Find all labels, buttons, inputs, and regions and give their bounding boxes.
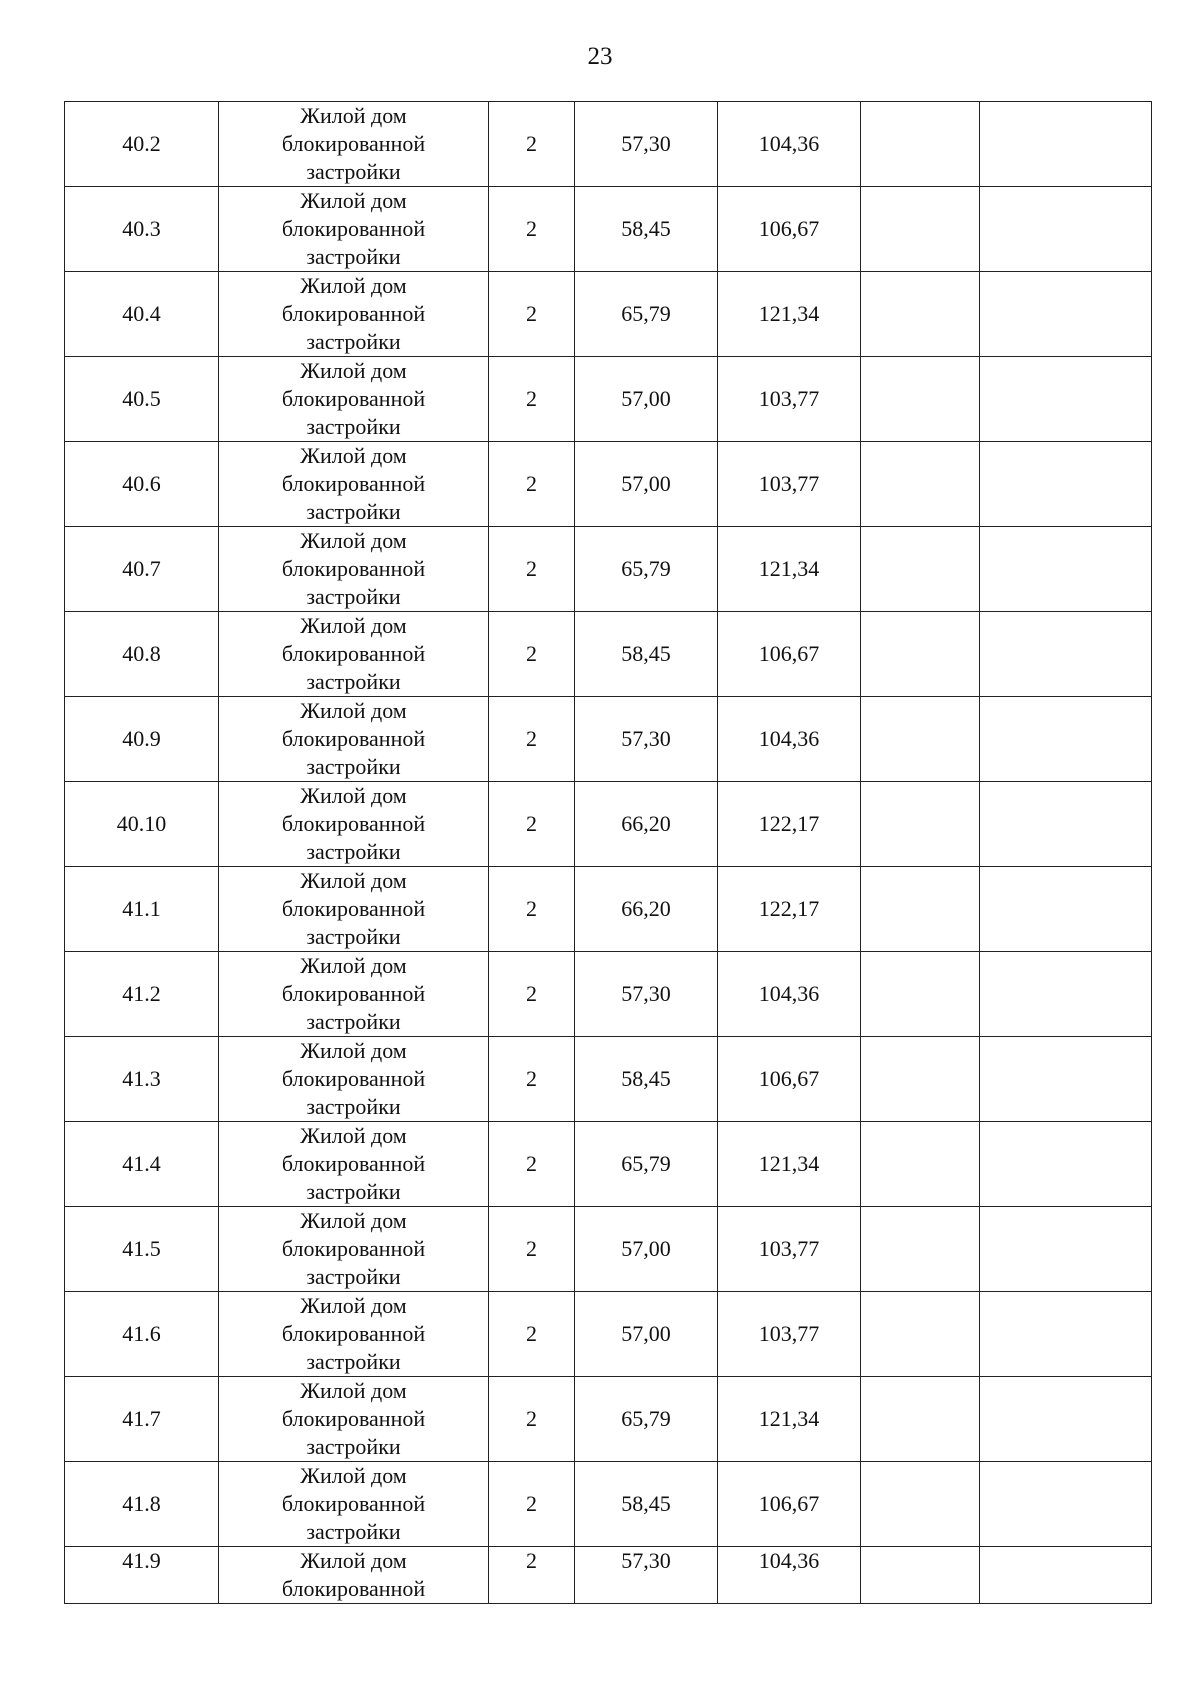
row-number-cell: 40.6 <box>65 442 219 527</box>
description-cell <box>219 272 489 357</box>
description-line: Жилой дом <box>300 868 407 893</box>
description-line: застройки <box>306 329 401 354</box>
total-area-cell: 106,67 <box>718 187 861 272</box>
empty-cell-7 <box>980 697 1152 782</box>
empty-cell-7 <box>980 187 1152 272</box>
description-cell <box>219 1122 489 1207</box>
living-area-cell: 58,45 <box>575 187 718 272</box>
empty-cell-6 <box>861 782 980 867</box>
description-line: застройки <box>306 1349 401 1374</box>
total-area-cell: 103,77 <box>718 442 861 527</box>
description-line: блокированной <box>281 811 426 836</box>
description-line: блокированной <box>281 471 426 496</box>
floors-cell: 2 <box>489 952 575 1037</box>
table-row <box>65 1122 1152 1207</box>
floors-cell: 2 <box>489 187 575 272</box>
empty-cell-7 <box>980 782 1152 867</box>
empty-cell-7 <box>980 1037 1152 1122</box>
description-line: застройки <box>306 669 401 694</box>
row-number-cell: 41.5 <box>65 1207 219 1292</box>
floors-cell: 2 <box>489 1377 575 1462</box>
row-number-cell: 41.1 <box>65 867 219 952</box>
total-area-cell: 104,36 <box>718 697 861 782</box>
description-cell <box>219 102 489 187</box>
empty-cell-7 <box>980 1207 1152 1292</box>
row-number-cell: 40.3 <box>65 187 219 272</box>
living-area-cell: 57,00 <box>575 1207 718 1292</box>
description-line: блокированной <box>281 1491 426 1516</box>
empty-cell-7 <box>980 527 1152 612</box>
description-line: застройки <box>306 1094 401 1119</box>
living-area-cell: 57,30 <box>575 1547 718 1604</box>
table-row <box>65 697 1152 782</box>
row-number-cell: 41.3 <box>65 1037 219 1122</box>
empty-cell-6 <box>861 1547 980 1604</box>
row-number-cell: 41.2 <box>65 952 219 1037</box>
total-area-cell: 106,67 <box>718 1037 861 1122</box>
floors-cell: 2 <box>489 1207 575 1292</box>
description-line: блокированной <box>281 386 426 411</box>
description-cell <box>219 1207 489 1292</box>
table-row <box>65 867 1152 952</box>
description-line: блокированной <box>281 216 426 241</box>
empty-cell-6 <box>861 102 980 187</box>
table-row <box>65 442 1152 527</box>
living-area-cell: 58,45 <box>575 1037 718 1122</box>
living-area-cell: 66,20 <box>575 782 718 867</box>
description-line: Жилой дом <box>300 1123 407 1148</box>
empty-cell-6 <box>861 1462 980 1547</box>
table-row <box>65 952 1152 1037</box>
description-line: застройки <box>306 1519 401 1544</box>
description-line: Жилой дом <box>300 1293 407 1318</box>
description-cell <box>219 782 489 867</box>
empty-cell-6 <box>861 1292 980 1377</box>
total-area-cell: 121,34 <box>718 527 861 612</box>
description-line: застройки <box>306 1264 401 1289</box>
living-area-cell: 66,20 <box>575 867 718 952</box>
row-number-cell: 41.9 <box>65 1547 219 1604</box>
empty-cell-6 <box>861 1122 980 1207</box>
row-number-cell: 41.6 <box>65 1292 219 1377</box>
empty-cell-6 <box>861 1207 980 1292</box>
floors-cell: 2 <box>489 1462 575 1547</box>
empty-cell-6 <box>861 867 980 952</box>
empty-cell-7 <box>980 1462 1152 1547</box>
description-cell <box>219 1037 489 1122</box>
floors-cell: 2 <box>489 272 575 357</box>
description-line: Жилой дом <box>300 1548 407 1573</box>
description-cell <box>219 867 489 952</box>
total-area-cell: 121,34 <box>718 1377 861 1462</box>
description-line: блокированной <box>281 1321 426 1346</box>
empty-cell-6 <box>861 952 980 1037</box>
table-row <box>65 272 1152 357</box>
row-number-cell: 41.8 <box>65 1462 219 1547</box>
description-cell <box>219 697 489 782</box>
table-row <box>65 612 1152 697</box>
empty-cell-7 <box>980 1292 1152 1377</box>
empty-cell-6 <box>861 527 980 612</box>
description-cell <box>219 357 489 442</box>
description-line: Жилой дом <box>300 273 407 298</box>
living-area-cell: 65,79 <box>575 527 718 612</box>
total-area-cell: 121,34 <box>718 1122 861 1207</box>
total-area-cell: 103,77 <box>718 1207 861 1292</box>
table-row <box>65 1037 1152 1122</box>
description-line: застройки <box>306 1434 401 1459</box>
empty-cell-7 <box>980 102 1152 187</box>
total-area-cell: 122,17 <box>718 782 861 867</box>
description-cell <box>219 442 489 527</box>
empty-cell-7 <box>980 272 1152 357</box>
description-line: застройки <box>306 924 401 949</box>
description-line: застройки <box>306 414 401 439</box>
description-line: блокированной <box>281 1406 426 1431</box>
empty-cell-6 <box>861 272 980 357</box>
row-number-cell: 40.5 <box>65 357 219 442</box>
description-cell <box>219 1462 489 1547</box>
table-body <box>65 102 1152 1604</box>
description-cell <box>219 1547 489 1604</box>
description-line: Жилой дом <box>300 698 407 723</box>
empty-cell-6 <box>861 697 980 782</box>
total-area-cell: 104,36 <box>718 102 861 187</box>
living-area-cell: 65,79 <box>575 1377 718 1462</box>
table-row <box>65 357 1152 442</box>
floors-cell: 2 <box>489 442 575 527</box>
description-line: блокированной <box>281 1066 426 1091</box>
total-area-cell: 103,77 <box>718 357 861 442</box>
table-row <box>65 1292 1152 1377</box>
floors-cell: 2 <box>489 1122 575 1207</box>
living-area-cell: 57,00 <box>575 1292 718 1377</box>
description-line: блокированной <box>281 1236 426 1261</box>
description-line: блокированной <box>281 301 426 326</box>
row-number-cell: 40.10 <box>65 782 219 867</box>
description-line: застройки <box>306 244 401 269</box>
empty-cell-6 <box>861 357 980 442</box>
living-area-cell: 65,79 <box>575 272 718 357</box>
total-area-cell: 106,67 <box>718 612 861 697</box>
description-line: блокированной <box>281 556 426 581</box>
total-area-cell: 121,34 <box>718 272 861 357</box>
living-area-cell: 58,45 <box>575 612 718 697</box>
empty-cell-6 <box>861 1037 980 1122</box>
description-line: Жилой дом <box>300 953 407 978</box>
description-line: Жилой дом <box>300 358 407 383</box>
living-area-cell: 65,79 <box>575 1122 718 1207</box>
description-line: Жилой дом <box>300 188 407 213</box>
floors-cell: 2 <box>489 1292 575 1377</box>
total-area-cell: 104,36 <box>718 1547 861 1604</box>
row-number-cell: 40.4 <box>65 272 219 357</box>
empty-cell-7 <box>980 1122 1152 1207</box>
table-row <box>65 102 1152 187</box>
empty-cell-6 <box>861 187 980 272</box>
description-line: Жилой дом <box>300 443 407 468</box>
page-number: 23 <box>587 43 613 70</box>
table-row <box>65 1377 1152 1462</box>
floors-cell: 2 <box>489 357 575 442</box>
description-line: Жилой дом <box>300 1038 407 1063</box>
description-line: застройки <box>306 159 401 184</box>
table-row <box>65 1547 1152 1604</box>
living-area-cell: 57,30 <box>575 102 718 187</box>
living-area-cell: 58,45 <box>575 1462 718 1547</box>
total-area-cell: 103,77 <box>718 1292 861 1377</box>
living-area-cell: 57,00 <box>575 357 718 442</box>
table-row <box>65 527 1152 612</box>
description-cell <box>219 527 489 612</box>
empty-cell-6 <box>861 612 980 697</box>
row-number-cell: 41.4 <box>65 1122 219 1207</box>
row-number-cell: 40.8 <box>65 612 219 697</box>
empty-cell-7 <box>980 952 1152 1037</box>
description-line: застройки <box>306 839 401 864</box>
description-line: застройки <box>306 1179 401 1204</box>
empty-cell-7 <box>980 1547 1152 1604</box>
description-line: Жилой дом <box>300 783 407 808</box>
living-area-cell: 57,00 <box>575 442 718 527</box>
empty-cell-7 <box>980 612 1152 697</box>
floors-cell: 2 <box>489 1037 575 1122</box>
empty-cell-7 <box>980 1377 1152 1462</box>
description-line: Жилой дом <box>300 1463 407 1488</box>
empty-cell-6 <box>861 442 980 527</box>
table-row <box>65 1462 1152 1547</box>
table-row <box>65 782 1152 867</box>
total-area-cell: 104,36 <box>718 952 861 1037</box>
description-line: Жилой дом <box>300 1378 407 1403</box>
floors-cell: 2 <box>489 782 575 867</box>
empty-cell-7 <box>980 357 1152 442</box>
row-number-cell: 40.2 <box>65 102 219 187</box>
description-line: Жилой дом <box>300 613 407 638</box>
empty-cell-6 <box>861 1377 980 1462</box>
table-row <box>65 1207 1152 1292</box>
description-line: блокированной <box>281 1151 426 1176</box>
description-line: Жилой дом <box>300 1208 407 1233</box>
description-cell <box>219 187 489 272</box>
floors-cell: 2 <box>489 527 575 612</box>
living-area-cell: 57,30 <box>575 952 718 1037</box>
row-number-cell: 40.7 <box>65 527 219 612</box>
row-number-cell: 41.7 <box>65 1377 219 1462</box>
description-line: блокированной <box>281 726 426 751</box>
floors-cell: 2 <box>489 612 575 697</box>
description-line: застройки <box>306 1009 401 1034</box>
floors-cell: 2 <box>489 102 575 187</box>
description-cell <box>219 1377 489 1462</box>
description-line: Жилой дом <box>300 103 407 128</box>
empty-cell-7 <box>980 442 1152 527</box>
total-area-cell: 122,17 <box>718 867 861 952</box>
total-area-cell: 106,67 <box>718 1462 861 1547</box>
description-line: блокированной <box>281 896 426 921</box>
empty-cell-7 <box>980 867 1152 952</box>
description-line: блокированной <box>281 641 426 666</box>
description-line: застройки <box>306 754 401 779</box>
description-line: блокированной <box>281 1576 426 1601</box>
description-line: застройки <box>306 499 401 524</box>
units-table <box>64 101 1152 1604</box>
row-number-cell: 40.9 <box>65 697 219 782</box>
description-line: блокированной <box>281 131 426 156</box>
floors-cell: 2 <box>489 867 575 952</box>
description-cell <box>219 612 489 697</box>
floors-cell: 2 <box>489 697 575 782</box>
living-area-cell: 57,30 <box>575 697 718 782</box>
description-cell <box>219 952 489 1037</box>
description-line: блокированной <box>281 981 426 1006</box>
floors-cell: 2 <box>489 1547 575 1604</box>
description-cell <box>219 1292 489 1377</box>
description-line: застройки <box>306 584 401 609</box>
table-row <box>65 187 1152 272</box>
description-line: Жилой дом <box>300 528 407 553</box>
